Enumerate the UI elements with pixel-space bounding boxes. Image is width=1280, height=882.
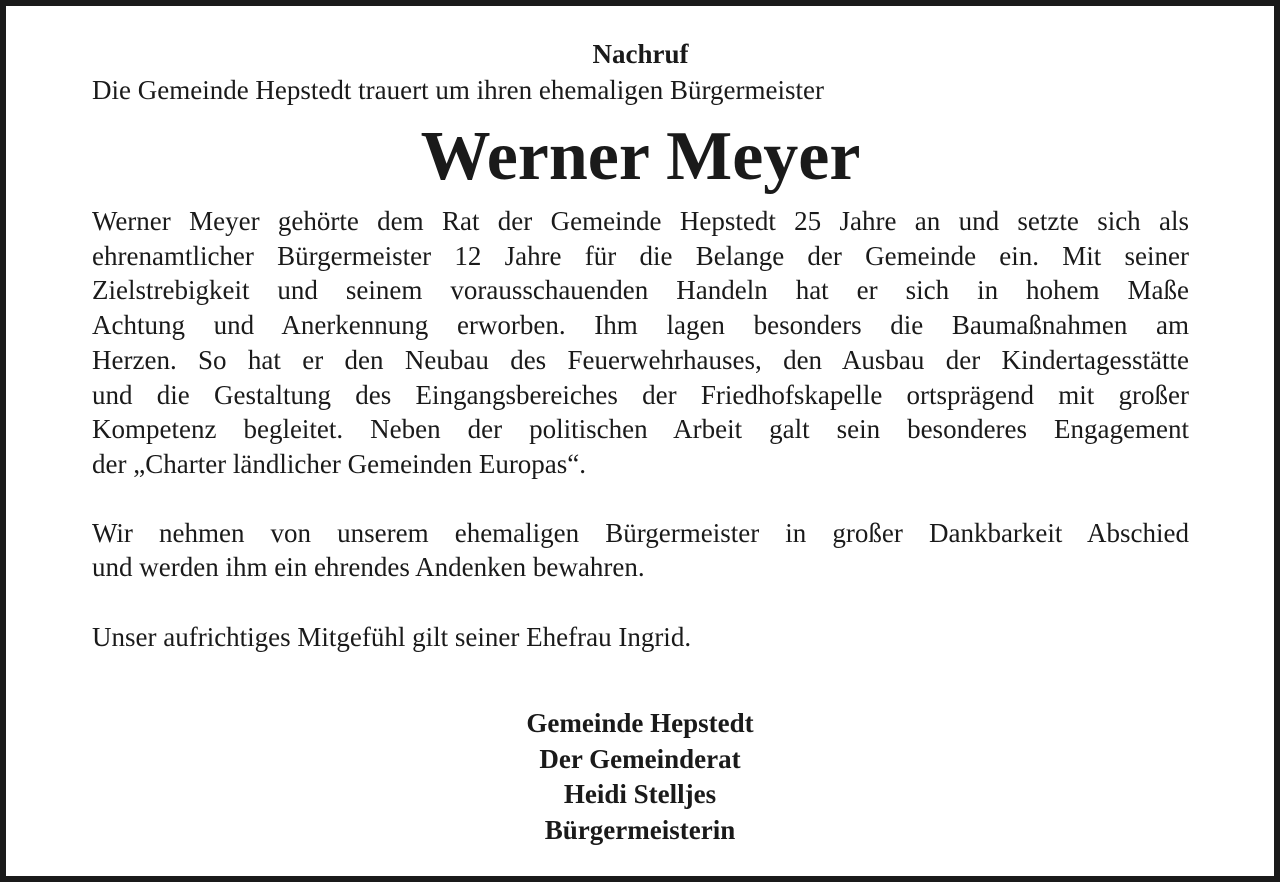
paragraph-line: ehrenamtlicher Bürgermeister 12 Jahre für die Belange der Gemeinde ein. Mit seiner — [92, 240, 1189, 271]
paragraph-line: Wir nehmen von unserem ehemaligen Bürgermeister in großer Dankbarkeit Abschied — [92, 517, 1189, 548]
signature-block — [0, 706, 1280, 848]
intro-line: Die Gemeinde Hepstedt trauert um ihren ehemaligen Bürgermeister — [92, 75, 824, 105]
paragraph-line: der „Charter ländlicher Gemeinden Europas“. — [92, 448, 587, 479]
paragraph-line: und werden ihm ein ehrendes Andenken bewahren. — [92, 552, 645, 583]
paragraph-line: Kompetenz begleitet. Neben der politischen Arbeit galt sein besonderes Engagement — [92, 414, 1189, 445]
condolence-line: Unser aufrichtiges Mitgefühl gilt seiner Ehefrau Ingrid. — [92, 622, 692, 653]
deceased-name: Werner Meyer — [420, 118, 861, 195]
notice-heading: Nachruf — [592, 39, 689, 69]
signature-line: Der Gemeinderat — [539, 743, 741, 774]
paragraph-line: Herzen. So hat er den Neubau des Feuerwehrhauses, den Ausbau der Kindertagesstätte — [92, 344, 1189, 375]
obituary-notice — [92, 36, 1189, 655]
farewell-paragraph — [92, 516, 1189, 585]
signature-line: Bürgermeisterin — [544, 814, 736, 845]
signature-line: Heidi Stelljes — [563, 779, 717, 809]
paragraph-line: Achtung und Anerkennung erworben. Ihm lagen besonders die Baumaßnahmen am — [92, 310, 1189, 341]
paragraph-line: Zielstrebigkeit und seinem vorausschauenden Handeln hat er sich in hohem Maße — [92, 275, 1189, 306]
tribute-paragraph — [92, 204, 1189, 482]
paragraph-line: Werner Meyer gehörte dem Rat der Gemeinde Hepstedt 25 Jahre an und setzte sich als — [92, 206, 1189, 236]
signature-line: Gemeinde Hepstedt — [526, 708, 754, 738]
paragraph-line: und die Gestaltung des Eingangsbereiches der Friedhofskapelle ortsprägend mit großer — [92, 379, 1189, 410]
